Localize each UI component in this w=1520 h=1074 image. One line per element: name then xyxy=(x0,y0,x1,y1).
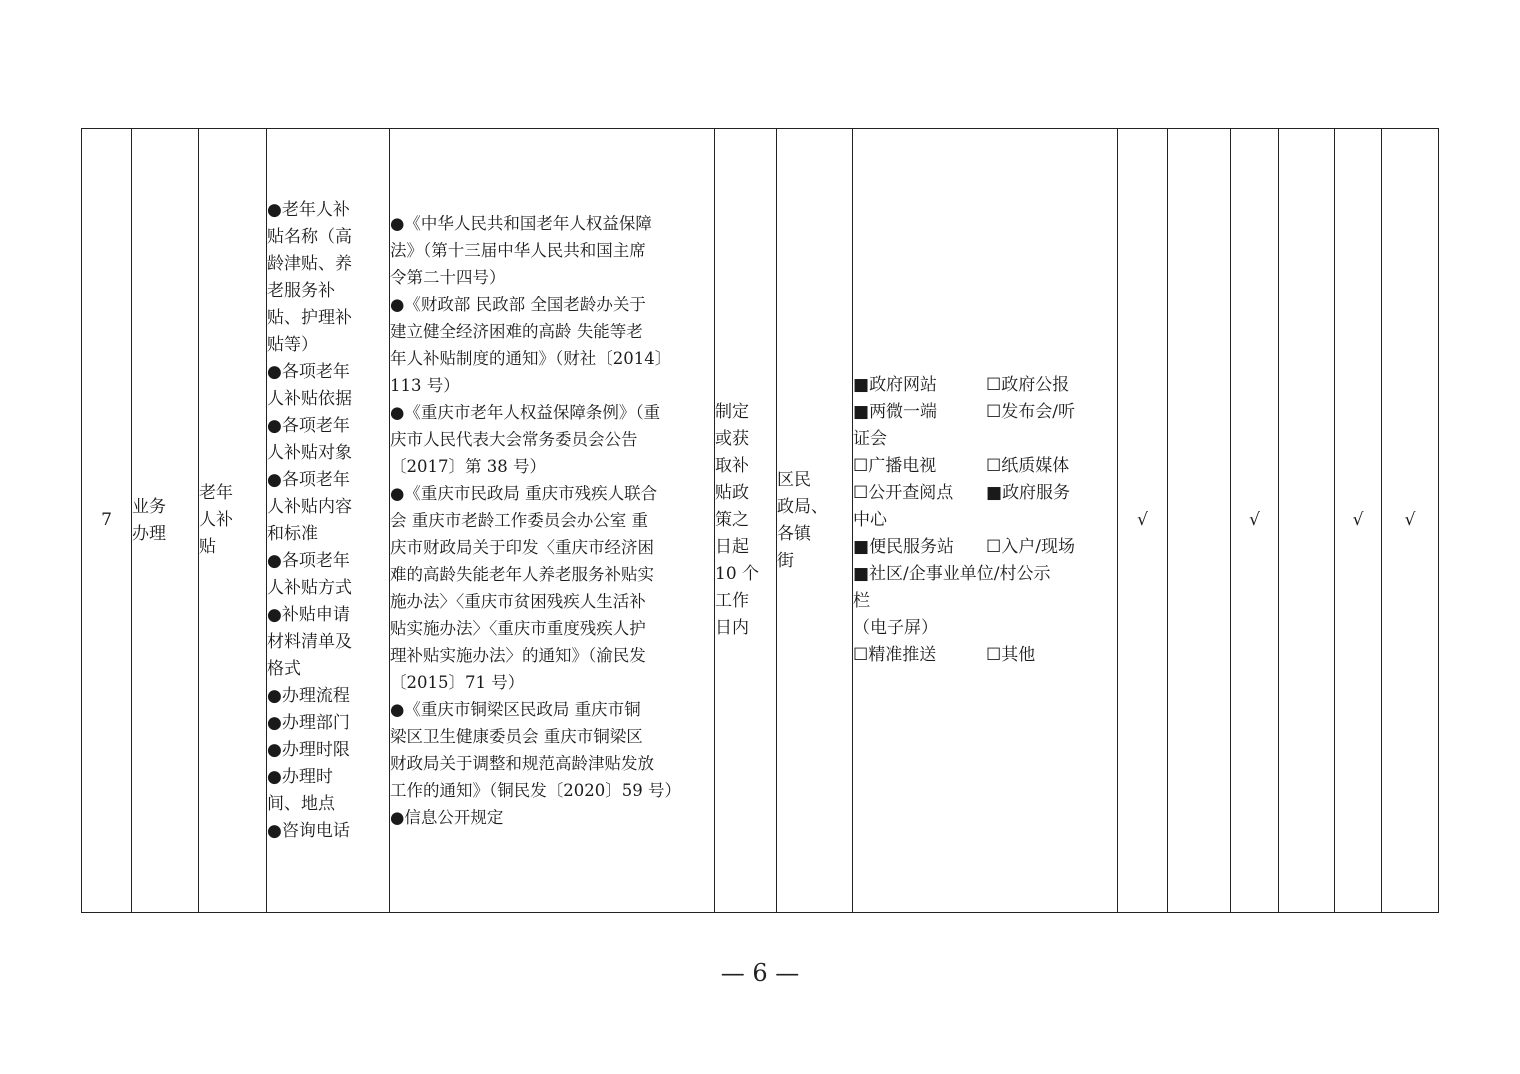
subject-line: 街 xyxy=(777,550,794,571)
channel-community-board: ■社区/企事业单位/村公示 xyxy=(853,564,1051,584)
channel-row xyxy=(853,480,1117,507)
content-line: 贴等） xyxy=(267,334,318,355)
basis-line: 113 号） xyxy=(390,376,460,395)
time-limit-line: 日内 xyxy=(715,618,749,638)
check-cell-2 xyxy=(1168,129,1231,913)
item-line: 贴 xyxy=(199,537,216,557)
channels-cell xyxy=(853,129,1118,913)
subject-cell xyxy=(777,129,853,913)
basis-line: ●《重庆市民政局 重庆市残疾人联合 xyxy=(390,484,658,503)
check-cell-4 xyxy=(1279,129,1335,913)
content-line: ●办理部门 xyxy=(267,712,350,733)
basis-line: ●信息公开规定 xyxy=(390,808,504,827)
channel-press-hearing: ☐ 发布会/听 xyxy=(986,399,1119,426)
time-limit-cell xyxy=(715,129,777,913)
category-cell xyxy=(132,129,199,913)
content-line: ●办理流程 xyxy=(267,685,350,706)
content-line: 人补贴方式 xyxy=(267,577,352,598)
content-line: ●办理时 xyxy=(267,766,333,787)
page-number: — 6 — xyxy=(720,959,800,987)
basis-line: ●《重庆市铜梁区民政局 重庆市铜 xyxy=(390,700,641,719)
time-limit-line: 贴政 xyxy=(715,483,749,503)
basis-line: 庆市财政局关于印发〈重庆市经济困 xyxy=(390,538,654,557)
channel-home-visit: ☐ 入户/现场 xyxy=(986,534,1119,561)
channel-broadcast-tv: ☐ 广播电视 xyxy=(853,453,986,480)
content-line: ●补贴申请 xyxy=(267,604,350,625)
time-limit-line: 取补 xyxy=(715,456,749,476)
check-cell-3: √ xyxy=(1231,129,1279,913)
channel-convenience-station: ■ 便民服务站 xyxy=(853,534,986,561)
basis-cell xyxy=(390,129,715,913)
check-cell-5: √ xyxy=(1335,129,1382,913)
content-line: 贴名称（高 xyxy=(267,226,352,247)
channel-wechat-weibo-app: ■ 两微一端 xyxy=(853,399,986,426)
item-line: 人补 xyxy=(199,510,233,530)
basis-line: 梁区卫生健康委员会 重庆市铜梁区 xyxy=(390,727,643,746)
table-row xyxy=(82,129,1439,913)
check-cell-1: √ xyxy=(1118,129,1168,913)
channel-row-cont: 栏 xyxy=(853,591,870,611)
basis-line: 理补贴实施办法〉的通知》（渝民发 xyxy=(390,646,646,665)
channel-gov-service-center: ■ 政府服务 xyxy=(986,480,1119,507)
content-cell xyxy=(267,129,390,913)
item-cell xyxy=(199,129,267,913)
row-index: 7 xyxy=(82,129,132,913)
content-line: 材料清单及 xyxy=(267,631,352,652)
category-line: 业务 xyxy=(132,496,166,517)
basis-line: 建立健全经济困难的高龄 失能等老 xyxy=(390,322,643,341)
category-line: 办理 xyxy=(132,523,166,544)
basis-line: 令第二十四号） xyxy=(390,268,506,287)
basis-line: 难的高龄失能老年人养老服务补贴实 xyxy=(390,565,654,584)
content-line: 和标准 xyxy=(267,523,318,544)
content-line: 人补贴对象 xyxy=(267,442,352,463)
basis-line: 〔2015〕71 号） xyxy=(390,673,525,692)
channel-gov-website: ■ 政府网站 xyxy=(853,372,986,399)
content-line: ●咨询电话 xyxy=(267,820,350,841)
item-line: 老年 xyxy=(199,483,233,503)
channel-electronic-screen: （电子屏） xyxy=(853,618,938,638)
subject-line: 政局、 xyxy=(777,496,828,517)
time-limit-line: 制定 xyxy=(715,402,749,422)
channel-row-cont: 中心 xyxy=(853,510,887,530)
basis-line: 贴实施办法〉〈重庆市重度残疾人护 xyxy=(390,619,646,638)
content-line: ●各项老年 xyxy=(267,415,350,436)
disclosure-table xyxy=(81,128,1439,913)
basis-line: 施办法〉〈重庆市贫困残疾人生活补 xyxy=(390,592,646,611)
basis-line: ●《中华人民共和国老年人权益保障 xyxy=(390,214,652,233)
channel-row xyxy=(853,453,1117,480)
content-line: 龄津贴、养 xyxy=(267,253,352,274)
content-line: 间、地点 xyxy=(267,793,335,814)
channel-row xyxy=(853,372,1117,399)
channel-precise-push: ☐ 精准推送 xyxy=(853,642,986,669)
channel-public-reading-point: ☐ 公开查阅点 xyxy=(853,480,986,507)
basis-line: 年人补贴制度的通知》（财社〔2014〕 xyxy=(390,349,672,368)
channel-gov-gazette: ☐ 政府公报 xyxy=(986,372,1119,399)
channel-print-media: ☐ 纸质媒体 xyxy=(986,453,1119,480)
content-line: ●办理时限 xyxy=(267,739,350,760)
channel-row xyxy=(853,399,1117,426)
channel-row xyxy=(853,642,1117,669)
time-limit-line: 策之 xyxy=(715,510,749,530)
subject-line: 各镇 xyxy=(777,523,811,544)
basis-line: 庆市人民代表大会常务委员会公告 xyxy=(390,430,638,449)
channel-row-cont: 证会 xyxy=(853,429,887,449)
content-line: ●各项老年 xyxy=(267,469,350,490)
content-line: 人补贴依据 xyxy=(267,388,352,409)
basis-line: ●《财政部 民政部 全国老龄办关于 xyxy=(390,295,646,314)
basis-line: 工作的通知》（铜民发〔2020〕59 号） xyxy=(390,781,681,800)
content-line: ●各项老年 xyxy=(267,361,350,382)
basis-line: 法》（第十三届中华人民共和国主席 xyxy=(390,241,646,260)
basis-line: 〔2017〕第 38 号） xyxy=(390,457,546,476)
basis-line: ●《重庆市老年人权益保障条例》（重 xyxy=(390,403,661,422)
basis-line: 会 重庆市老龄工作委员会办公室 重 xyxy=(390,511,648,530)
content-line: 格式 xyxy=(267,658,301,679)
time-limit-line: 10 个 xyxy=(715,564,760,584)
content-line: 贴、护理补 xyxy=(267,307,352,328)
content-line: ●老年人补 xyxy=(267,199,350,220)
content-line: ●各项老年 xyxy=(267,550,350,571)
content-line: 老服务补 xyxy=(267,280,335,301)
time-limit-line: 日起 xyxy=(715,537,749,557)
subject-line: 区民 xyxy=(777,469,811,490)
time-limit-line: 工作 xyxy=(715,591,749,611)
channel-other: ☐ 其他 xyxy=(986,642,1119,669)
time-limit-line: 或获 xyxy=(715,429,749,449)
check-cell-6: √ xyxy=(1382,129,1439,913)
channel-row xyxy=(853,534,1117,561)
basis-line: 财政局关于调整和规范高龄津贴发放 xyxy=(390,754,654,773)
content-line: 人补贴内容 xyxy=(267,496,352,517)
